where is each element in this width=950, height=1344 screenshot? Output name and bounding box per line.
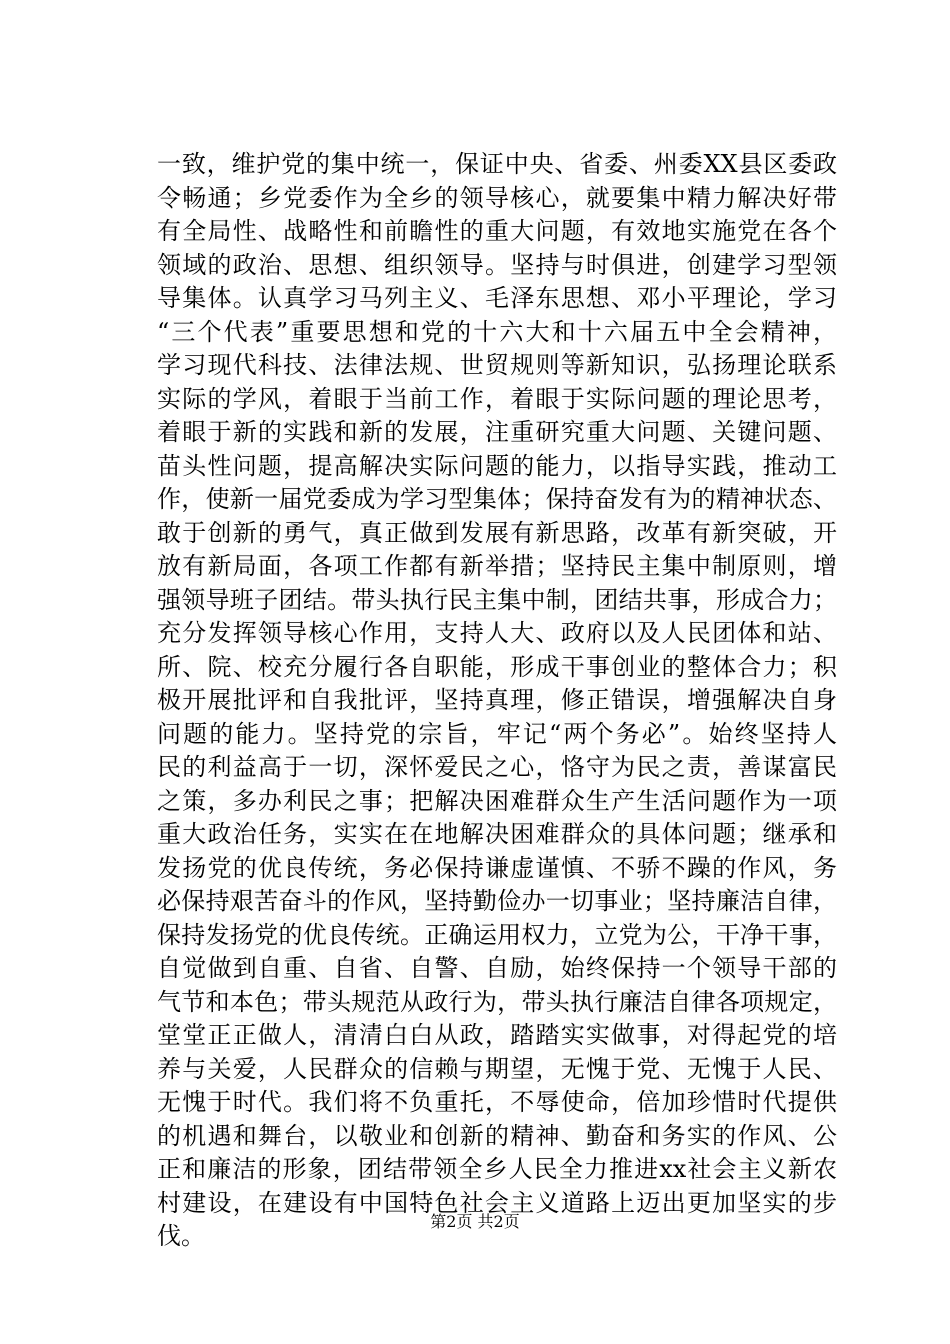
text-line: 令畅通；乡党委作为全乡的领导核心，就要集中精力解决好带 [157, 183, 837, 212]
text-line: 苗头性问题，提高解决实际问题的能力，以指导实践，推动工 [157, 451, 837, 480]
text-line: 实际的学风，着眼于当前工作，着眼于实际问题的理论思考， [157, 384, 837, 413]
text-line: 自觉做到自重、自省、自警、自励，始终保持一个领导干部的 [157, 954, 837, 982]
text-line: 保持发扬党的优良传统。正确运用权力，立党为公，干净干事， [157, 920, 837, 949]
page-footer [0, 1212, 950, 1232]
text-line: 重大政治任务，实实在在地解决困难群众的具体问题；继承和 [157, 820, 837, 848]
text-line: 气节和本色；带头规范从政行为，带头执行廉洁自律各项规定， [157, 987, 837, 1016]
page-number-label: 第2页 共2页 [430, 1212, 520, 1231]
text-line: 着眼于新的实践和新的发展，注重研究重大问题、关键问题、 [157, 418, 837, 446]
text-line: 民的利益高于一切，深怀爱民之心，恪守为民之责，善谋富民 [157, 753, 837, 781]
text-line: 作，使新一届党委成为学习型集体；保持奋发有为的精神状态、 [157, 485, 837, 513]
text-line: 所、院、校充分履行各自职能，形成干事创业的整体合力；积 [157, 652, 837, 681]
text-line: 充分发挥领导核心作用，支持人大、政府以及人民团体和站、 [157, 619, 837, 647]
text-line: 强领导班子团结。带头执行民主集中制，团结共事，形成合力； [157, 585, 837, 614]
text-line: 一致，维护党的集中统一，保证中央、省委、州委XX县区委政 [157, 150, 837, 178]
text-line: 养与关爱，人民群众的信赖与期望，无愧于党、无愧于人民、 [157, 1054, 837, 1083]
text-line: 正和廉洁的形象，团结带领全乡人民全力推进xx社会主义新农 [157, 1155, 837, 1183]
text-line: 发扬党的优良传统，务必保持谦虚谨慎、不骄不躁的作风，务 [157, 853, 837, 882]
text-line: 村建设，在建设有中国特色社会主义道路上迈出更加坚实的步 [157, 1188, 837, 1217]
text-line: 导集体。认真学习马列主义、毛泽东思想、邓小平理论，学习 [157, 284, 837, 312]
text-line: 学习现代科技、法律法规、世贸规则等新知识，弘扬理论联系 [157, 351, 837, 379]
body-text [157, 148, 837, 1254]
text-line: 放有新局面，各项工作都有新举措；坚持民主集中制原则，增 [157, 552, 837, 580]
text-line-last: 伐。 [157, 1222, 205, 1250]
text-line: 之策，多办利民之事；把解决困难群众生产生活问题作为一项 [157, 786, 837, 815]
text-line: “三个代表”重要思想和党的十六大和十六届五中全会精神， [157, 317, 837, 346]
text-line: 必保持艰苦奋斗的作风，坚持勤俭办一切事业；坚持廉洁自律， [157, 887, 837, 915]
text-line: 无愧于时代。我们将不负重托，不辱使命，倍加珍惜时代提供 [157, 1088, 837, 1116]
text-line: 极开展批评和自我批评，坚持真理，修正错误，增强解决自身 [157, 686, 837, 714]
text-line: 敢于创新的勇气，真正做到发展有新思路，改革有新突破，开 [157, 518, 837, 547]
text-line: 堂堂正正做人，清清白白从政，踏踏实实做事，对得起党的培 [157, 1021, 837, 1049]
text-line: 问题的能力。坚持党的宗旨，牢记“两个务必”。始终坚持人 [157, 719, 837, 748]
text-line: 的机遇和舞台，以敬业和创新的精神、勤奋和务实的作风、公 [157, 1121, 837, 1150]
text-line: 领域的政治、思想、组织领导。坚持与时俱进，创建学习型领 [157, 250, 837, 279]
text-line: 有全局性、战略性和前瞻性的重大问题，有效地实施党在各个 [157, 217, 837, 245]
